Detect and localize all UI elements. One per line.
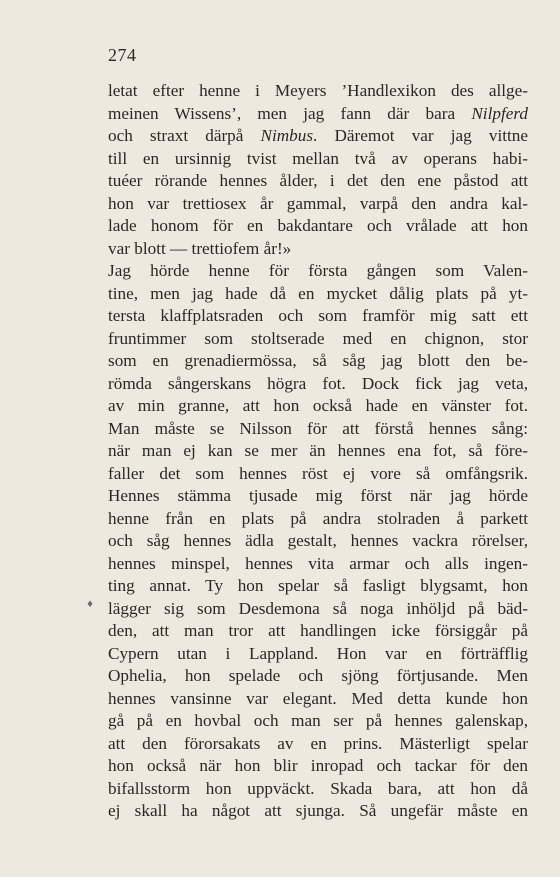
text-line: av min granne, att hon också hade en vänster fot. — [108, 396, 528, 415]
text-line: Man måste se Nilsson för att förstå hennes sång: — [108, 418, 528, 438]
text-line: hennes vansinne var elegant. Med detta kunde hon — [108, 688, 528, 708]
text-line: gå på en hovbal och man ser på hennes galenskap, — [108, 711, 528, 730]
margin-mark: ♦ — [86, 600, 95, 610]
text-line: till en ursinnig tvist mellan två av operans habi- — [108, 148, 528, 168]
text-line: faller det som hennes röst ej vore så omfångsrik. — [108, 463, 528, 483]
text-line: Hennes stämma tjusade mig först när jag hörde — [108, 486, 528, 505]
text-line: och såg hennes ädla gestalt, hennes vackra rörelser, — [108, 531, 528, 550]
text-line: hennes minspel, hennes vita armar och alls ingen- — [108, 553, 528, 573]
text-line: hon också när hon blir inropad och tackar för den — [108, 756, 528, 775]
text-line: den, att man tror att handlingen icke försiggår på — [108, 621, 528, 640]
text-line: som en grenadiermössa, så såg jag blott den be- — [108, 351, 528, 370]
text-line: ej skall ha något att sjunga. Så ungefär måste en — [108, 801, 528, 820]
text-line: Jag hörde henne för första gången som Valen- — [108, 261, 528, 280]
text-line: och straxt därpå Nimbus. Däremot var jag vittne — [108, 126, 529, 145]
text-line: tersta klaffplatsraden och som framför mig satt ett — [108, 306, 528, 325]
text-line: att den förorsakats av en prins. Mästerligt spelar — [108, 733, 528, 753]
text-line: Ophelia, hon spelade och sjöng förtjusande. Men — [108, 666, 528, 685]
text-line: römda sångerskans högra fot. Dock fick jag veta, — [108, 373, 528, 393]
text-line: fruntimmer som stoltserade med en chignon, stor — [108, 328, 528, 348]
body-text — [108, 80, 528, 823]
text-line: hon var trettiosex år gammal, varpå den andra kal- — [108, 193, 528, 213]
text-line: lade honom för en bakdantare och vrålade att hon — [108, 216, 528, 235]
text-line: letat efter henne i Meyers ’Handlexikon des allge- — [108, 81, 528, 100]
text-line: Cypern utan i Lappland. Hon var en förträfflig — [108, 643, 528, 663]
text-line: bifallsstorm hon uppväckt. Skada bara, att hon då — [108, 778, 528, 798]
text-line: lägger sig som Desdemona så noga inhöljd på bäd- — [108, 598, 528, 618]
text-line: tine, men jag hade då en mycket dålig plats på yt- — [108, 283, 528, 303]
text-line: meinen Wissens’, men jag fann där bara Nilpferd — [108, 103, 528, 123]
text-line: ting annat. Ty hon spelar så fasligt blygsamt, hon — [108, 576, 528, 595]
text-line: var blott — trettiofem år!» — [108, 238, 292, 258]
text-line: när man ej kan se mer än hennes ena fot, så före- — [108, 441, 528, 460]
text-line: tuéer rörande hennes ålder, i det den ene påstod att — [108, 171, 528, 190]
text-line: henne från en plats på andra stolraden å parkett — [108, 508, 528, 528]
page-number: 274 — [108, 45, 137, 65]
